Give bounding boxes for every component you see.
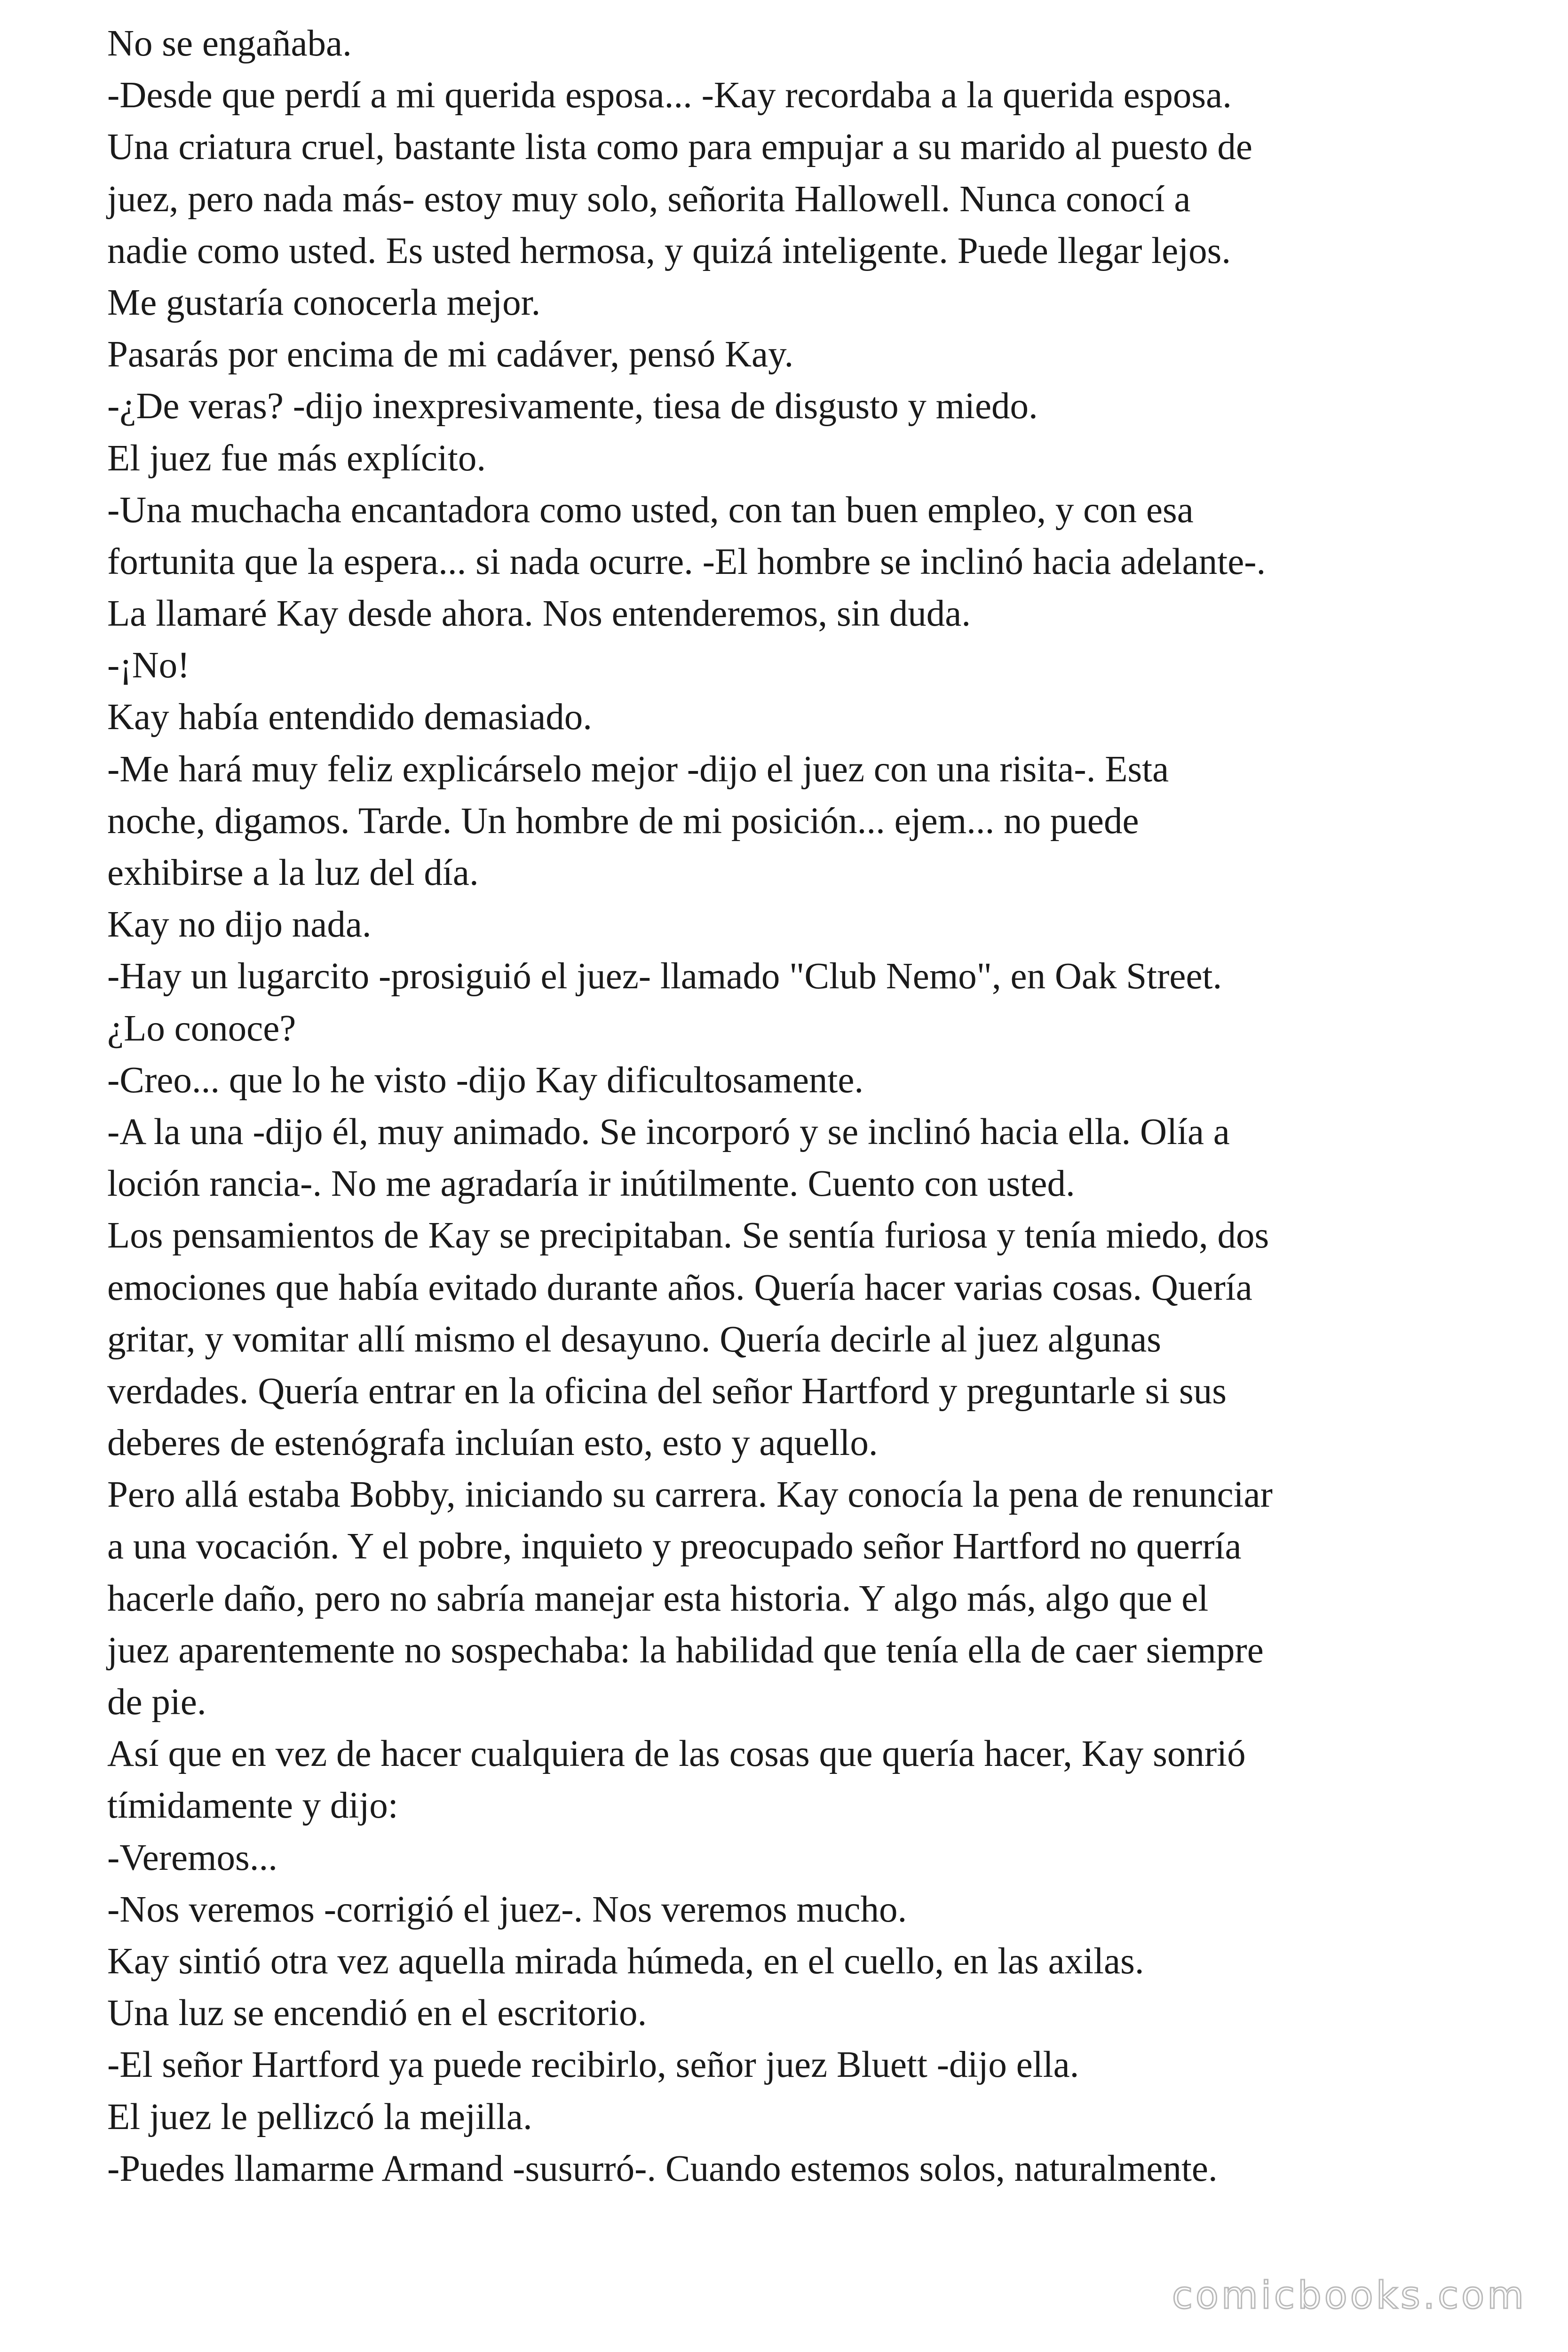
text-line: tímidamente y dijo: bbox=[107, 1785, 398, 1827]
text-line: ¿Lo conoce? bbox=[107, 1008, 296, 1049]
text-line: hacerle daño, pero no sabría manejar esta historia. Y algo más, algo que el bbox=[107, 1578, 1209, 1619]
text-line: -El señor Hartford ya puede recibirlo, señor juez Bluett -dijo ella. bbox=[107, 2044, 1079, 2086]
text-line: a una vocación. Y el pobre, inquieto y preocupado señor Hartford no querría bbox=[107, 1526, 1242, 1567]
text-line: Kay había entendido demasiado. bbox=[107, 697, 593, 738]
text-line: -Desde que perdí a mi querida esposa... -Kay recordaba a la querida esposa. bbox=[107, 75, 1232, 116]
text-line: exhibirse a la luz del día. bbox=[107, 852, 479, 893]
text-line: fortunita que la espera... si nada ocurre. -El hombre se inclinó hacia adelante-. bbox=[107, 541, 1266, 582]
text-line: -Hay un lugarcito -prosiguió el juez- llamado "Club Nemo", en Oak Street. bbox=[107, 956, 1222, 997]
text-line: loción rancia-. No me agradaría ir inútilmente. Cuento con usted. bbox=[107, 1163, 1075, 1205]
text-line: Los pensamientos de Kay se precipitaban. Se sentía furiosa y tenía miedo, dos bbox=[107, 1215, 1269, 1256]
text-line: -Una muchacha encantadora como usted, con tan buen empleo, y con esa bbox=[107, 489, 1194, 531]
text-line: emociones que había evitado durante años. Quería hacer varias cosas. Quería bbox=[107, 1267, 1252, 1308]
text-line: juez aparentemente no sospechaba: la habilidad que tenía ella de caer siempre bbox=[107, 1629, 1264, 1671]
text-line: Así que en vez de hacer cualquiera de las cosas que quería hacer, Kay sonrió bbox=[107, 1733, 1246, 1775]
text-line: -¡No! bbox=[107, 645, 190, 686]
text-line: El juez le pellizcó la mejilla. bbox=[107, 2096, 532, 2137]
text-line: El juez fue más explícito. bbox=[107, 437, 486, 479]
text-line: -A la una -dijo él, muy animado. Se incorporó y se inclinó hacia ella. Olía a bbox=[107, 1111, 1230, 1152]
text-line: Pasarás por encima de mi cadáver, pensó Kay. bbox=[107, 334, 794, 375]
text-line: La llamaré Kay desde ahora. Nos entenderemos, sin duda. bbox=[107, 593, 971, 635]
text-line: Me gustaría conocerla mejor. bbox=[107, 282, 541, 323]
text-line: noche, digamos. Tarde. Un hombre de mi posición... ejem... no puede bbox=[107, 800, 1139, 842]
text-line: -¿De veras? -dijo inexpresivamente, tiesa de disgusto y miedo. bbox=[107, 386, 1038, 427]
body-text bbox=[107, 18, 1518, 2195]
text-line: deberes de estenógrafa incluían esto, esto y aquello. bbox=[107, 1422, 878, 1464]
text-line: -Creo... que lo he visto -dijo Kay dificultosamente. bbox=[107, 1059, 864, 1101]
text-line: -Me hará muy feliz explicárselo mejor -dijo el juez con una risita-. Esta bbox=[107, 748, 1169, 790]
text-line: Kay sintió otra vez aquella mirada húmeda, en el cuello, en las axilas. bbox=[107, 1940, 1144, 1982]
watermark: comicbooks.com bbox=[1172, 2273, 1527, 2317]
text-line: gritar, y vomitar allí mismo el desayuno. Quería decirle al juez algunas bbox=[107, 1319, 1162, 1360]
text-line: de pie. bbox=[107, 1682, 206, 1723]
text-line: -Veremos... bbox=[107, 1837, 277, 1878]
text-line: -Puedes llamarme Armand -susurró-. Cuando estemos solos, naturalmente. bbox=[107, 2148, 1218, 2189]
text-line: verdades. Quería entrar en la oficina del señor Hartford y preguntarle si sus bbox=[107, 1370, 1227, 1412]
text-line: Pero allá estaba Bobby, iniciando su carrera. Kay conocía la pena de renunciar bbox=[107, 1474, 1273, 1516]
text-line: Una criatura cruel, bastante lista como para empujar a su marido al puesto de bbox=[107, 127, 1252, 168]
text-line: juez, pero nada más- estoy muy solo, señorita Hallowell. Nunca conocí a bbox=[107, 178, 1191, 220]
text-line: Una luz se encendió en el escritorio. bbox=[107, 1993, 647, 2034]
text-line: Kay no dijo nada. bbox=[107, 904, 372, 946]
text-line: -Nos veremos -corrigió el juez-. Nos veremos mucho. bbox=[107, 1889, 907, 1930]
text-line: nadie como usted. Es usted hermosa, y quizá inteligente. Puede llegar lejos. bbox=[107, 230, 1231, 271]
text-line: No se engañaba. bbox=[107, 23, 352, 64]
